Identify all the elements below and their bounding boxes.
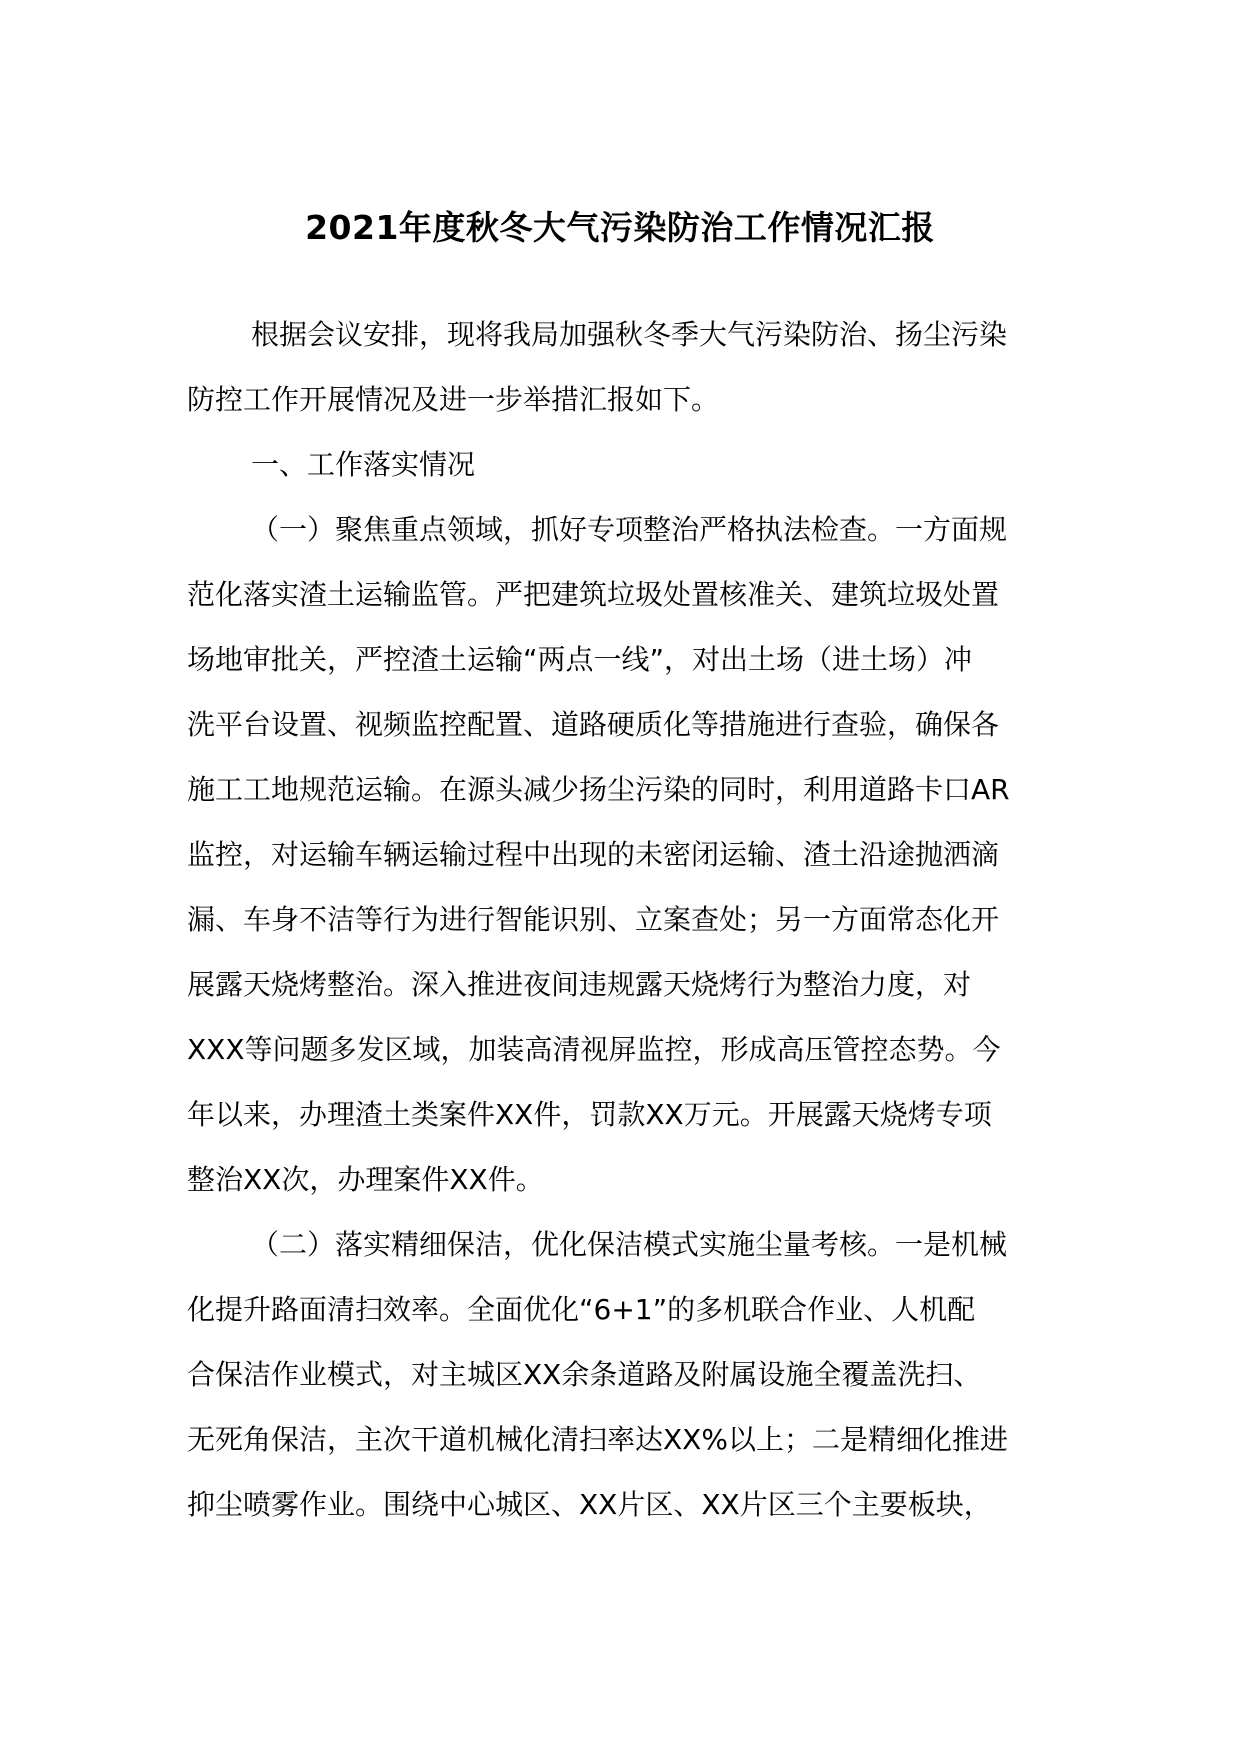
section-heading: [187, 432, 1053, 497]
document-body: [187, 302, 1053, 1537]
text-line: 施工工地规范运输。在源头减少扬尘污染的同时，利用道路卡口AR: [187, 773, 1010, 806]
text-line: 抑尘喷雾作业。围绕中心城区、XX片区、XX片区三个主要板块，: [187, 1488, 992, 1521]
text-line: 一、工作落实情况: [251, 448, 476, 481]
text-line: 防控工作开展情况及进一步举措汇报如下。: [187, 383, 720, 416]
document-title: 2021年度秋冬大气污染防治工作情况汇报: [305, 208, 935, 247]
text-line: 年以来，办理渣土类案件XX件，罚款XX万元。开展露天烧烤专项: [187, 1098, 992, 1131]
text-line: 整治XX次，办理案件XX件。: [187, 1163, 544, 1196]
text-line: 根据会议安排，现将我局加强秋冬季大气污染防治、扬尘污染: [251, 318, 1008, 351]
text-line: 无死角保洁，主次干道机械化清扫率达XX%以上；二是精细化推进: [187, 1423, 1008, 1456]
paragraph-intro: [187, 302, 1053, 432]
text-line: 场地审批关，严控渣土运输“两点一线”，对出土场（进土场）冲: [187, 643, 973, 676]
paragraph-section-1: [187, 497, 1053, 1212]
text-line: （一）聚焦重点领域，抓好专项整治严格执法检查。一方面规: [251, 513, 1008, 546]
text-line: （二）落实精细保洁，优化保洁模式实施尘量考核。一是机械: [251, 1228, 1008, 1261]
text-line: XXX等问题多发区域，加装高清视屏监控，形成高压管控态势。今: [187, 1033, 1001, 1066]
paragraph-section-2: [187, 1212, 1053, 1537]
text-line: 漏、车身不洁等行为进行智能识别、立案查处；另一方面常态化开: [187, 903, 1000, 936]
text-line: 化提升路面清扫效率。全面优化“6+1”的多机联合作业、人机配: [187, 1293, 976, 1326]
text-line: 洗平台设置、视频监控配置、道路硬质化等措施进行查验，确保各: [187, 708, 1000, 741]
text-line: 监控，对运输车辆运输过程中出现的未密闭运输、渣土沿途抛洒滴: [187, 838, 1000, 871]
text-line: 合保洁作业模式，对主城区XX余条道路及附属设施全覆盖洗扫、: [187, 1358, 982, 1391]
text-line: 范化落实渣土运输监管。严把建筑垃圾处置核准关、建筑垃圾处置: [187, 578, 1000, 611]
text-line: 展露天烧烤整治。深入推进夜间违规露天烧烤行为整治力度，对: [187, 968, 972, 1001]
